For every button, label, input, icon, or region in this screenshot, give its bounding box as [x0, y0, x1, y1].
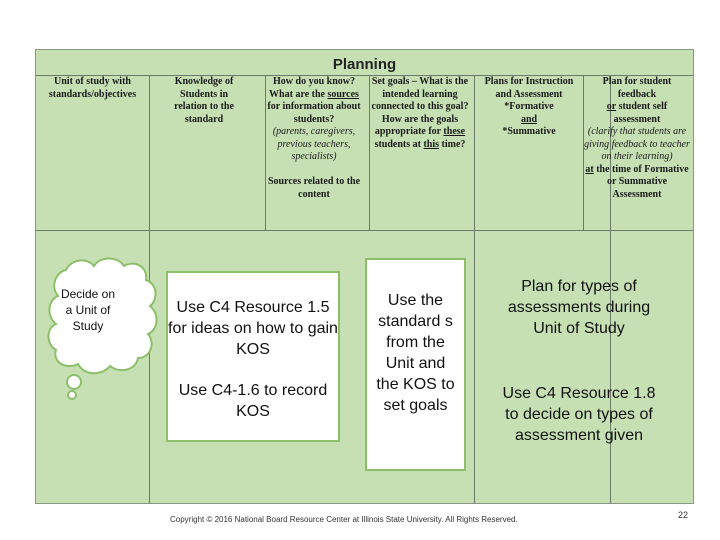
kos-resource-text: Use C4 Resource 1.5 for ideas on how to gain KOS: [168, 299, 338, 358]
header-goals-e: time?: [441, 138, 466, 150]
header-feedback-f: the time of Formative or Summative Assessment: [596, 163, 689, 200]
header-q3: for information about students?: [267, 101, 361, 125]
header-goals-b: these: [443, 126, 466, 137]
header-feedback-b: or: [606, 101, 617, 112]
kos-record-text: Use C4-1.6 to record KOS: [178, 382, 328, 420]
header-plans-for-instruction: [482, 76, 576, 139]
header-q4: (parents, caregivers, previous teachers, specialists): [272, 126, 356, 162]
set-goals-box: [365, 258, 466, 471]
header-feedback-a: Plan for student feedback: [602, 76, 672, 100]
assessment-plan-text: Plan for types of assessments during Unit of Study: [507, 278, 651, 337]
set-goals-text: Use the standard s from the Unit and the KOS to set goals: [376, 292, 455, 414]
header-knowledge-of-students: Knowledge of Students in relation to the standard: [174, 76, 234, 125]
header-unit-of-study: Unit of study with standards/objectives: [48, 76, 137, 100]
header-set-goals: [370, 76, 470, 151]
copyright-footer: Copyright © 2016 National Board Resource Center at Illinois State University. All Rights Reserved.: [170, 515, 518, 524]
header-goals-c: students at: [374, 138, 421, 150]
header-feedback-e: at: [585, 163, 594, 175]
header-goals-d: this: [423, 138, 440, 150]
header-q1: How do you know? What are the: [269, 76, 355, 100]
header-plans-c: *Summative: [502, 126, 556, 137]
header-feedback-d: (clarify that students are giving feedback to teacher on their learning): [584, 126, 690, 162]
column-divider: [474, 75, 475, 504]
header-plan-for-feedback: [584, 76, 690, 201]
assessment-resource-text: Use C4 Resource 1.8 to decide on types of assessment given: [502, 385, 656, 444]
header-how-do-you-know: [264, 76, 364, 201]
header-q2: sources: [327, 88, 359, 100]
cloud-text: Decide on a Unit of Study: [60, 287, 116, 333]
table-title: Planning: [332, 56, 397, 73]
header-plans-a: Plans for Instruction and Assessment *Formative: [484, 76, 574, 112]
header-plans-b: and: [520, 113, 538, 125]
page-number: 22: [678, 510, 689, 520]
header-feedback-c: student self assessment: [613, 101, 668, 125]
kos-resource-box: [166, 271, 340, 442]
header-bottom-divider: [36, 230, 693, 231]
header-q5: Sources related to the content: [267, 176, 361, 200]
header-goals-a: Set goals – What is the intended learning connected to this goal? How are the goals appropriate for: [371, 76, 469, 137]
